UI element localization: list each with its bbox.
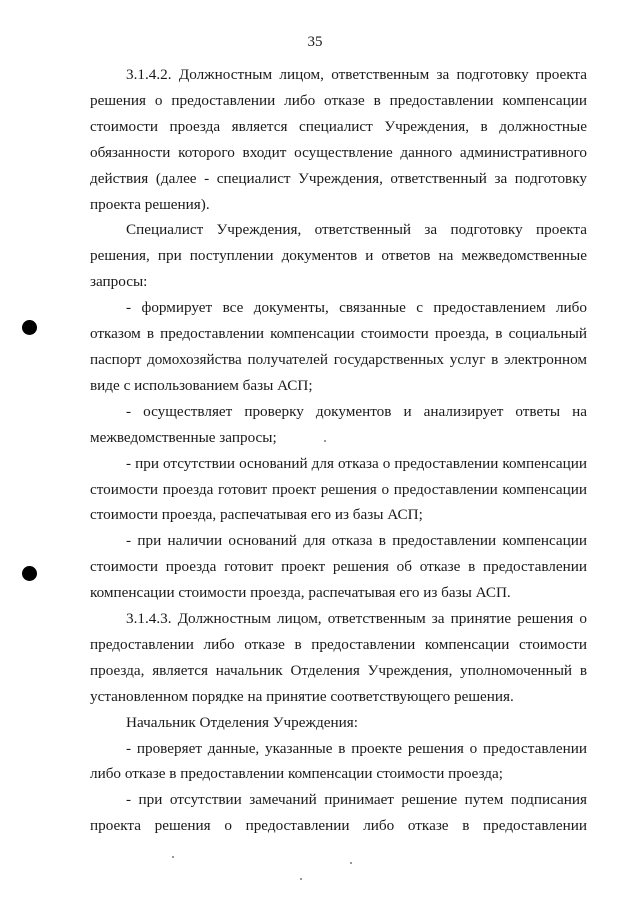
list-item-no-grounds-refusal: - при отсутствии оснований для отказа о предоставлении компенсации стоимости проезда готовит проект решения о предоставлении компенсации стоимости проезда, распечатывая его из базы АСП; [90, 454, 587, 524]
punch-hole-bottom [22, 566, 37, 581]
scan-speck [172, 856, 174, 858]
list-item-forms-documents: - формирует все документы, связанные с предоставлением либо отказом в предоставлении компенсации стоимости проезда, в социальный паспорт домохозяйства получателей государственных услуг в электронном виде с использованием базы АСП; [90, 299, 587, 394]
list-item-grounds-refusal: - при наличии оснований для отказа в предоставлении компенсации стоимости проезда готовит проект решения об отказе в предоставлении компенсации стоимости проезда, распечатывая его из базы АСП. [90, 532, 587, 602]
punch-hole-top [22, 320, 37, 335]
list-item-checks-documents: - осуществляет проверку документов и анализирует ответы на межведомственные запросы; [90, 402, 587, 446]
scan-speck [300, 878, 302, 880]
page-number: 35 [307, 34, 323, 50]
scan-speck [350, 862, 352, 864]
paragraph-head-of-department: Начальник Отделения Учреждения: [126, 713, 358, 731]
paragraph-3-1-4-2: 3.1.4.2. Должностным лицом, ответственным за подготовку проекта решения о предоставлении либо отказе в предоставлении компенсации стоимости проезда является специалист Учреждения, в должностные обязанности которого входит осуществление данного административного действия (далее - специалист Учреждения, ответственный за подготовку проекта решения). [90, 66, 587, 213]
paragraph-3-1-4-3: 3.1.4.3. Должностным лицом, ответственным за принятие решения о предоставлении либо отказе в предоставлении компенсации стоимости проезда, является начальник Отделения Учреждения, уполномоченный в установленном порядке на принятие соответствующего решения. [90, 610, 587, 705]
list-item-verifies-data: - проверяет данные, указанные в проекте решения о предоставлении либо отказе в предоставлении компенсации стоимости проезда; [90, 739, 587, 783]
paragraph-specialist: Специалист Учреждения, ответственный за подготовку проекта решения, при поступлении документов и ответов на межведомственные запросы: [90, 221, 587, 291]
list-item-signs-decision: - при отсутствии замечаний принимает решение путем подписания проекта решения о предоставлении либо отказе в предоставлении [90, 791, 587, 835]
document-body [90, 62, 587, 839]
